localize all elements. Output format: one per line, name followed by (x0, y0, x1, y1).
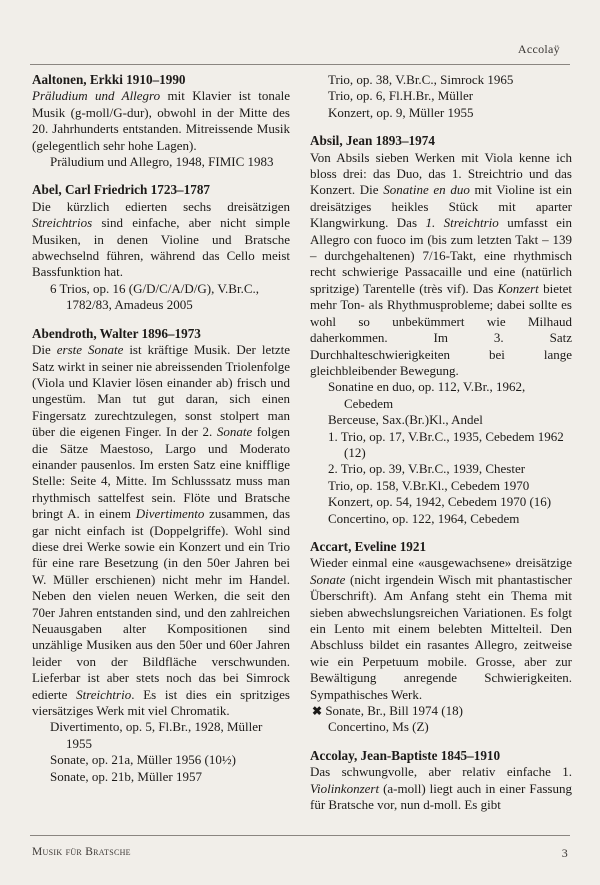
work-item (50, 719, 290, 752)
work-item (328, 412, 572, 428)
text-run: ist kräftige Musik. Der letzte Satz wirkt in seiner nie abreissenden Triolenfolge (Viola und Klavier lösen einander ab) frisch und ungestüm. Man tut gut daran, sich einen Fingersatz zurechtzulegen, sonst stolpert man über die eigenen Finger. In der 2. (32, 342, 290, 440)
composer-entry (32, 182, 290, 313)
page-number: 3 (561, 846, 568, 860)
work-item (50, 769, 290, 785)
work-item (328, 494, 572, 510)
text-run: . Es ist dies ein spritziges viersätziges Werk mit viel Chromatik. (32, 686, 290, 719)
work-text: Präludium und Allegro, 1948, FIMIC 1983 (50, 154, 274, 170)
work-text: Berceuse, Sax.(Br.)Kl., Andel (328, 412, 483, 428)
entry-text (32, 88, 290, 154)
work-item (50, 281, 290, 314)
work-text: 1. Trio, op. 17, V.Br.C., 1935, Cebedem 1962 (12) (328, 428, 564, 460)
composer-entry (310, 748, 572, 814)
italic-title: Streichtrios (32, 215, 93, 231)
italic-title: 1. Streichtrio (425, 215, 499, 231)
entry-text (310, 150, 572, 380)
left-column (32, 72, 290, 797)
work-item (328, 511, 572, 527)
work-item (50, 752, 290, 768)
italic-title: Streichtrio (76, 686, 132, 702)
composer-heading: Accart, Eveline 1921 (310, 538, 427, 554)
italic-title: Violinkonzert (310, 780, 380, 796)
text-run: mit Klavier ist tonale Musik (g-moll/G-dur), obwohl in der Mitte des 20. Jahrhunderts entstanden. Mitreissende Musik (gelegentlich sehr hohe Lagen). (32, 88, 290, 153)
work-text: Trio, op. 38, V.Br.C., Simrock 1965 (328, 72, 514, 87)
text-run: Wieder einmal eine «ausgewachsene» dreisätzige (310, 555, 572, 571)
work-text: Sonate, Br., Bill 1974 (18) (325, 703, 463, 719)
composer-entry (32, 326, 290, 785)
italic-title: Sonatine en duo (383, 182, 470, 198)
composer-entry (310, 72, 572, 121)
works-list (328, 379, 572, 527)
work-text: Konzert, op. 9, Müller 1955 (328, 104, 474, 120)
text-run: folgen die Sätze Maestoso, Largo und Moderato einander pausenlos. Im ersten Satz eine knifflige Stelle: Seite 4, Mitte. Im Schlusssatz muss man rhythmisch sattelfest sein. Flöte und Bratsche bringt A. in einem (32, 424, 290, 522)
entry-text (310, 555, 572, 703)
work-item (328, 72, 572, 88)
italic-title: Sonate (216, 424, 253, 440)
footer-rule (30, 835, 570, 836)
italic-title: Präludium und Allegro (32, 88, 161, 104)
work-text: 2. Trio, op. 39, V.Br.C., 1939, Chester (328, 461, 526, 477)
text-run: Die (32, 342, 57, 358)
work-item (328, 379, 572, 412)
work-text: Concertino, Ms (Z) (328, 719, 429, 735)
work-text: Trio, op. 6, Fl.H.Br., Müller (328, 88, 474, 104)
right-column (310, 72, 572, 825)
text-run: sind einfache, aber nicht simple Musiken, in denen Violine und Bratsche abwechselnd führen, während das Cello meist Bassfunktion hat. (32, 215, 290, 280)
work-item (328, 429, 572, 462)
text-run: Die kürzlich edierten sechs dreisätzigen (32, 198, 290, 214)
work-text: Concertino, op. 122, 1964, Cebedem (328, 510, 520, 526)
work-text: Sonate, op. 21b, Müller 1957 (50, 768, 203, 784)
text-run: bietet mehr Ton- als Rhythmusprobleme; dabei sollte es wohl so unbekümmert wie Milhaud daherkommen. Im 3. Satz Durchhalteschwierigkeiten bei lange gleichbleibender Bewegung. (310, 280, 572, 378)
composer-heading: Abendroth, Walter 1896–1973 (32, 325, 201, 341)
text-run: Von Absils sieben Werken mit Viola kenne ich bloss drei: das Duo, das 1. Streichtrio und das Konzert. Die (310, 149, 572, 198)
works-list (50, 719, 290, 785)
work-item (50, 154, 290, 170)
work-item (328, 719, 572, 735)
composer-entry (32, 72, 290, 170)
work-text: 6 Trios, op. 16 (G/D/C/A/D/G), V.Br.C., 1782/83, Amadeus 2005 (50, 280, 260, 313)
text-run: (nicht irgendein Wisch mit phantastischer Überschrift). Am Anfang steht ein Thema mit sieben abwechslungsreichen Variationen. Es folgt ein Lento mit einem belebten Mittelteil. Den Abschluss bildet ein rasantes Allegro, zeitweise wie ein Perpetuum mobile. Grosse, aber zur Bewältigung anregende Schwierigkeiten. Sympathisches Werk. (310, 571, 572, 702)
running-foot: Musik für Bratsche (32, 846, 131, 858)
work-text: Sonate, op. 21a, Müller 1956 (10½) (50, 752, 236, 768)
italic-title: Konzert (497, 280, 539, 296)
entry-text (32, 342, 290, 719)
composer-entry (310, 133, 572, 527)
work-text: Sonatine en duo, op. 112, V.Br., 1962, Cebedem (328, 379, 526, 411)
composer-heading: Abel, Carl Friedrich 1723–1787 (32, 182, 211, 198)
italic-title: Divertimento (135, 506, 205, 522)
work-item (312, 703, 572, 719)
composer-heading: Absil, Jean 1893–1974 (310, 133, 435, 149)
works-list (50, 154, 290, 170)
work-item (328, 461, 572, 477)
work-item (328, 88, 572, 104)
work-text: Konzert, op. 54, 1942, Cebedem 1970 (16) (328, 494, 552, 510)
italic-title: Sonate (310, 571, 346, 587)
text-run: Das schwungvolle, aber relativ einfache 1. (310, 764, 572, 780)
text-run: umfasst ein Allegro con fuoco im (bis zum letzten Takt – 139 – durchgehaltenen) 7/16-Takt, eine rhythmisch recht schwierige Passacaille und eine (natürlich spritzige) Tarentelle (très vif). Das (310, 215, 573, 296)
works-list (312, 703, 572, 736)
work-text: Trio, op. 158, V.Br.Kl., Cebedem 1970 (328, 477, 530, 493)
composer-entry (310, 539, 572, 736)
running-head: Accolaÿ (517, 42, 560, 56)
text-run: zusammen, das gar nicht einfach ist (Doppelgriffe). Wohl sind diese drei Werke sowie ein Konzert und ein Trio für eine rare Besetzung (in den 50er Jahren bei W. Müller erschienen) nicht mehr im Handel. Neben den vielen neuen Werken, die seit den 70er Jahren entstanden sind, und den zahlreichen Neuausgaben alter Kompositionen sind unzählige Musiken aus den 50er und 60er Jahren leider von der Bildfläche verschwunden. Lieferbar ist aber stets noch das bei Simrock edierte (32, 506, 291, 702)
entry-text (32, 199, 290, 281)
recommended-mark-icon: ✖ (312, 704, 323, 719)
header-rule (30, 64, 570, 65)
composer-heading: Accolay, Jean-Baptiste 1845–1910 (310, 747, 501, 763)
work-item (328, 478, 572, 494)
entry-text (310, 764, 572, 813)
work-text: Divertimento, op. 5, Fl.Br., 1928, Müller 1955 (50, 719, 263, 751)
work-item (328, 105, 572, 121)
italic-title: erste Sonate (56, 342, 124, 358)
text-run: mit Violine ist ein dreisätziges heikles Stück mit aparter Klangwirkung. Das (310, 182, 573, 231)
works-list (50, 281, 290, 314)
text-run: (a-moll) liegt auch in einer Fassung für Bratsche vor, nun d-moll. Es gibt (310, 780, 572, 813)
works-list (328, 72, 572, 121)
composer-heading: Aaltonen, Erkki 1910–1990 (32, 72, 186, 87)
